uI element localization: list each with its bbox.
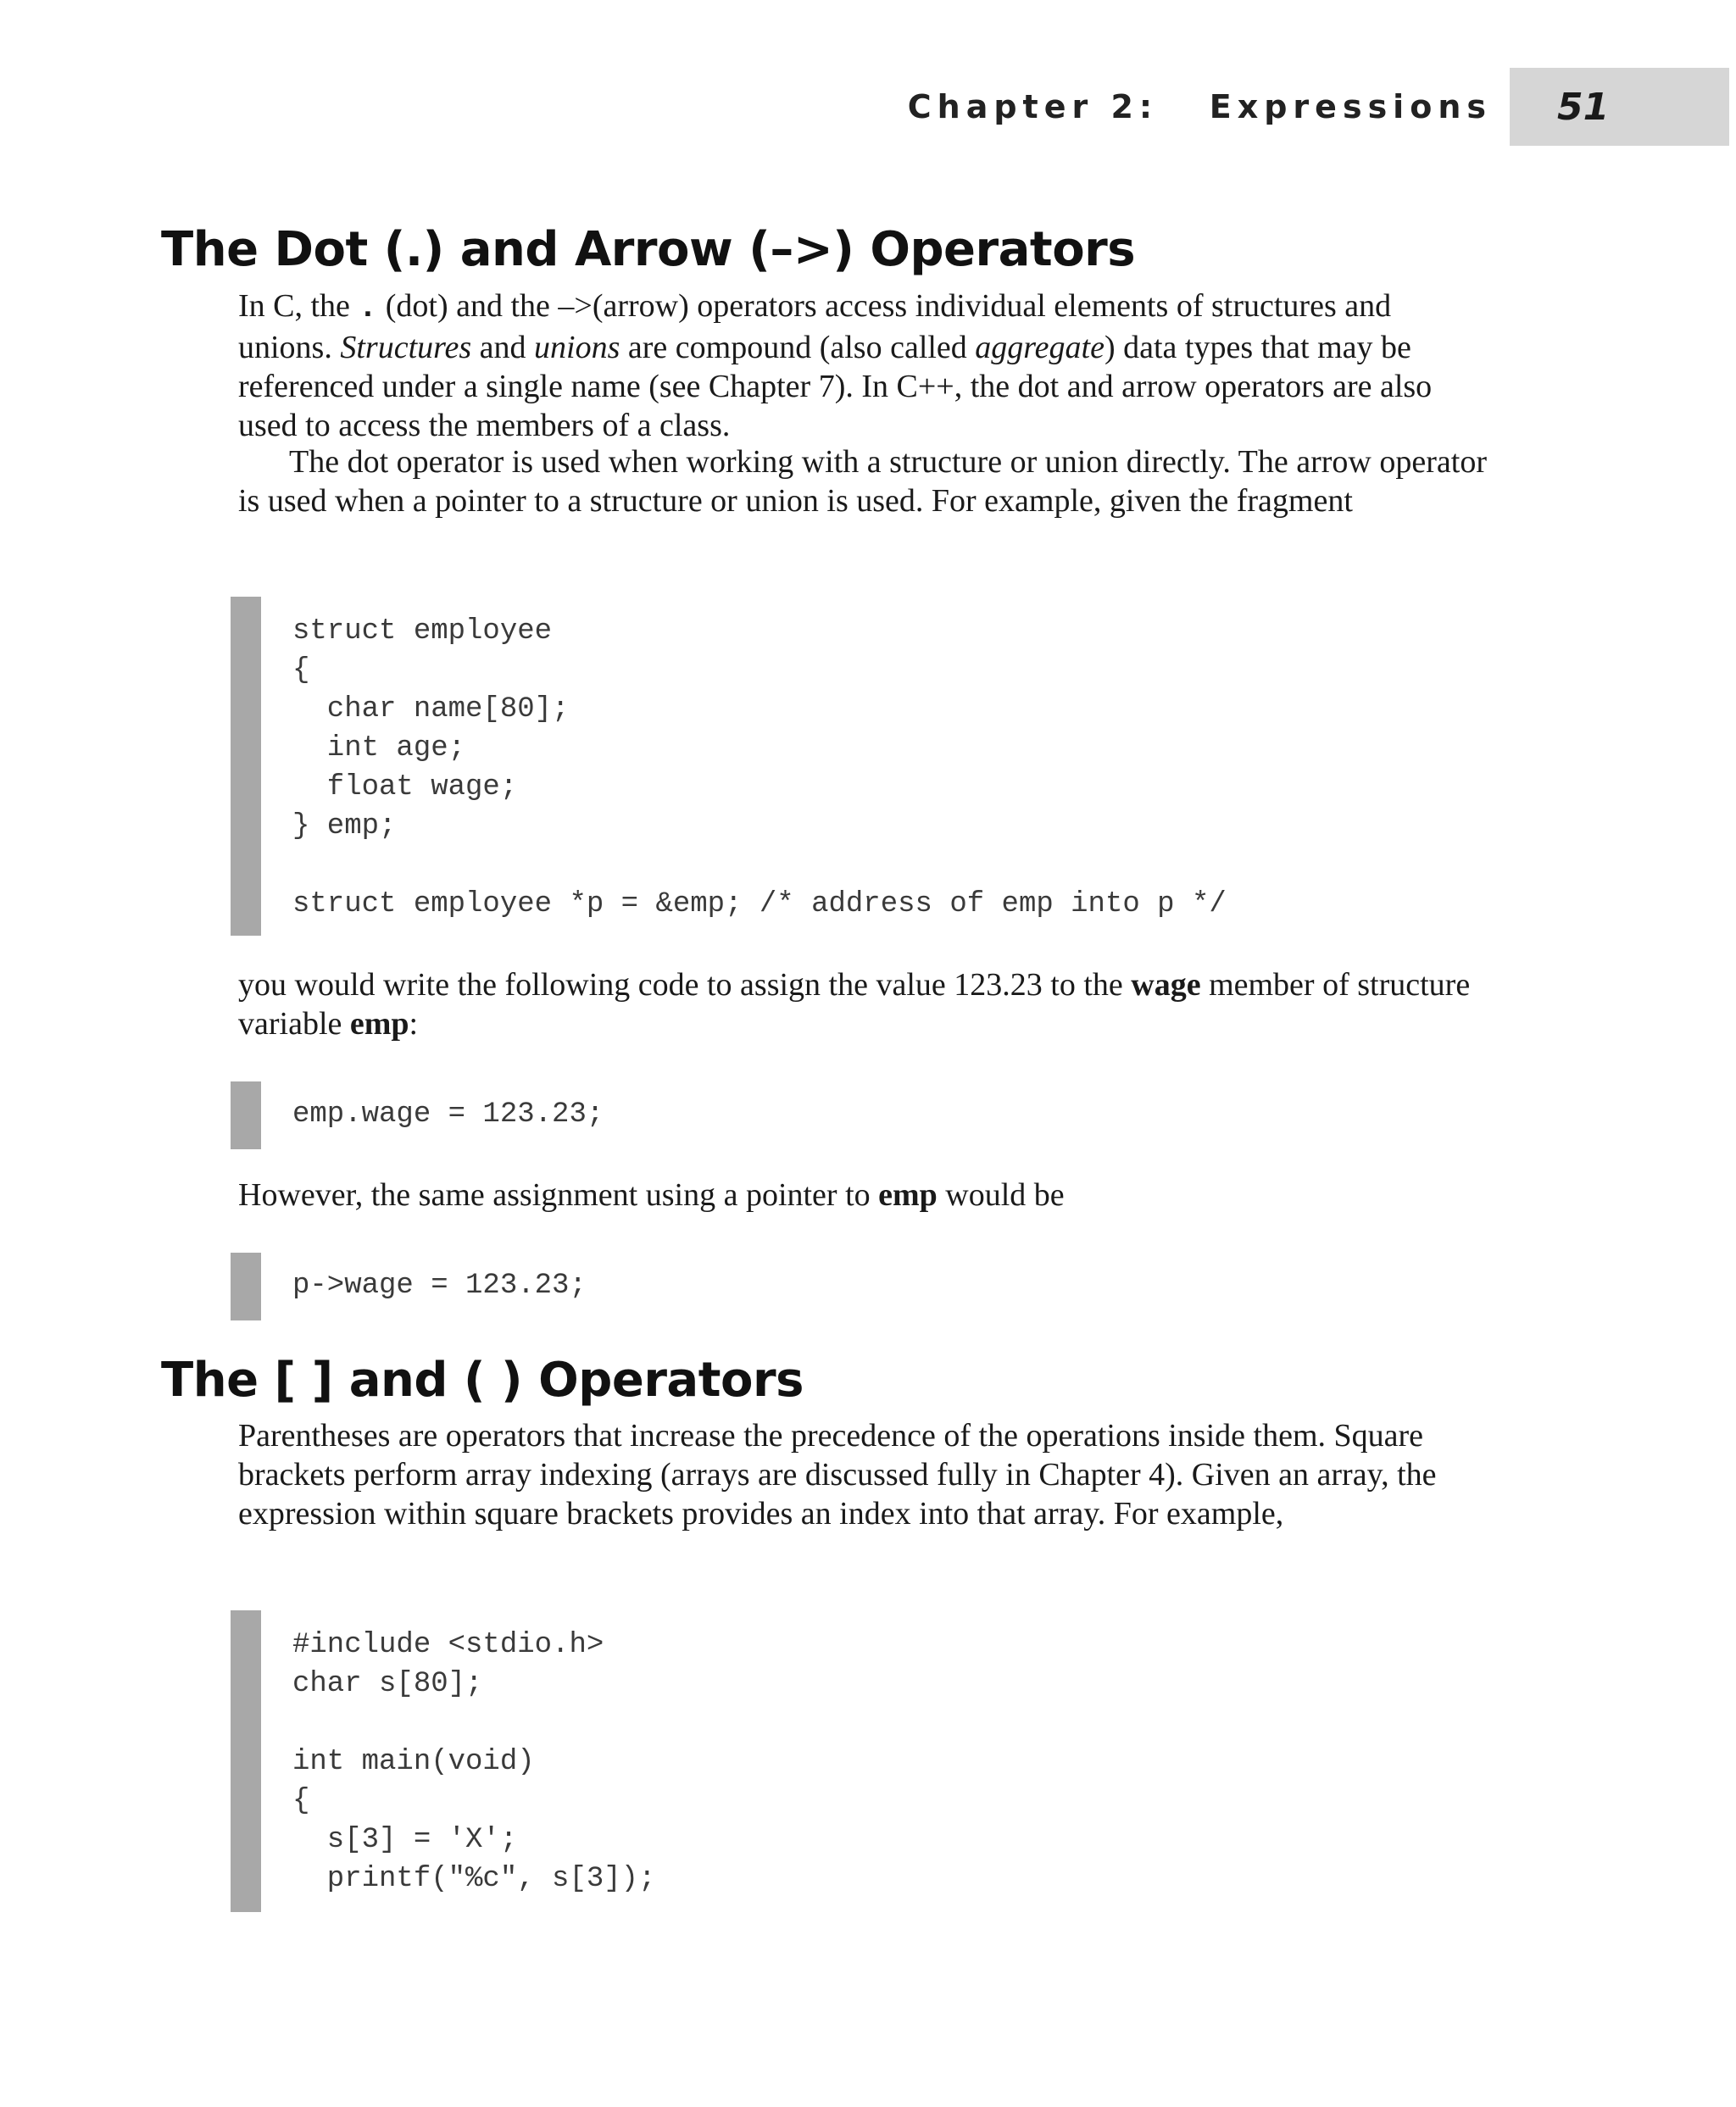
code-block-arrow-assign <box>231 1253 587 1320</box>
paragraph-assign-wage <box>238 965 1493 1043</box>
text-run: ) data types that may be referenced under a single name (see Chapter 7). In C++, the dot and arrow operators are also used to access the members of a class. <box>238 330 1433 443</box>
running-header: Chapter 2: Expressions <box>907 88 1492 125</box>
text-run: However, the same assignment using a pointer to <box>238 1177 879 1213</box>
text-run: In C, the <box>238 288 359 324</box>
code-text: p->wage = 123.23; <box>292 1270 587 1302</box>
text-run: (dot) and the –>(arrow) operators access individual elements of structures and unions. <box>238 288 1392 365</box>
text-run: are compound (also called <box>620 330 976 365</box>
code-text: struct employee { char name[80]; int age; float wage; } emp; struct employee *p = &emp; /* address of emp into p */ <box>292 615 1227 920</box>
bold-term: emp <box>878 1177 938 1213</box>
section-heading-dot-arrow: The Dot (.) and Arrow (–>) Operators <box>161 222 1136 277</box>
page-number: 51 <box>1557 85 1610 129</box>
text-run: member of structure variable <box>238 967 1471 1042</box>
italic-term: unions <box>534 330 620 365</box>
text-run: and <box>471 330 535 365</box>
bold-term: wage <box>1131 967 1201 1003</box>
code-text: #include <stdio.h> char s[80]; int main(void) { s[3] = 'X'; printf("%c", s[3]); <box>292 1629 656 1895</box>
italic-term: Structures <box>340 330 472 365</box>
text-run: would be <box>937 1177 1065 1213</box>
dot-glyph: . <box>358 290 378 326</box>
paragraph-dot-arrow-intro <box>238 286 1493 445</box>
paragraph-pointer-assign <box>238 1176 1493 1215</box>
section-heading-brackets-parens: The [ ] and ( ) Operators <box>161 1353 804 1408</box>
code-block-struct-employee <box>231 597 1227 936</box>
code-block-array-example <box>231 1610 655 1912</box>
italic-term: aggregate <box>975 330 1104 365</box>
code-block-dot-assign <box>231 1081 604 1149</box>
page-number-tab <box>1510 68 1729 146</box>
text-run: : <box>409 1006 419 1042</box>
text-run: you would write the following code to assign the value 123.23 to the <box>238 967 1132 1003</box>
paragraph-brackets-intro: Parentheses are operators that increase the precedence of the operations inside them. Square brackets perform array indexing (arrays are discussed fully in Chapter 4). Given an array, the expression within square brackets provides an index into that array. For example, <box>238 1418 1437 1532</box>
code-text: emp.wage = 123.23; <box>292 1098 604 1131</box>
paragraph-dot-vs-arrow: The dot operator is used when working with a structure or union directly. The arrow operator is used when a pointer to a structure or union is used. For example, given the fragment <box>238 444 1487 519</box>
bold-term: emp <box>349 1006 409 1042</box>
